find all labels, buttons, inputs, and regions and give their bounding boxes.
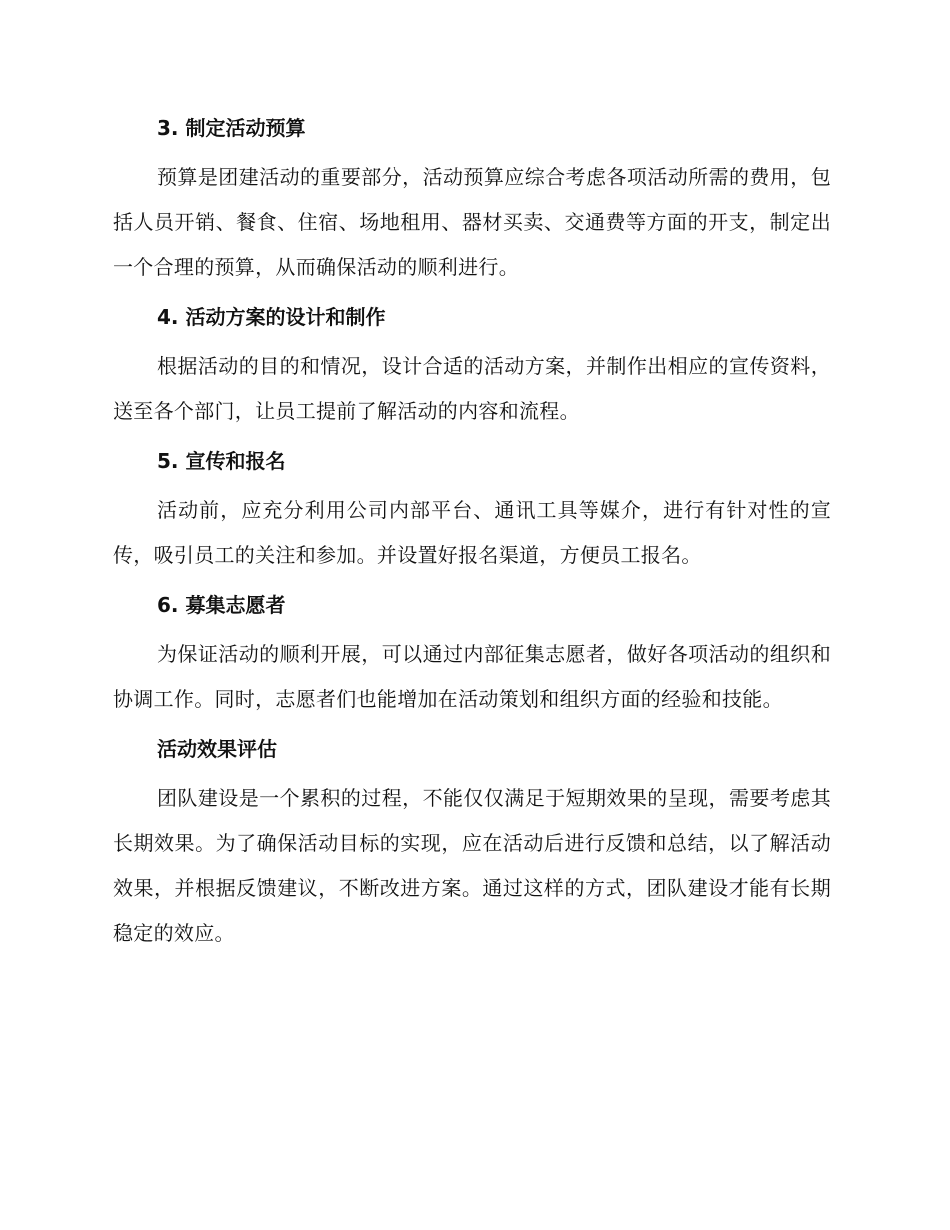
section-body-evaluation: 团队建设是一个累积的过程，不能仅仅满足于短期效果的呈现，需要考虑其长期效果。为了确保活动目标的实现，应在活动后进行反馈和总结，以了解活动效果，并根据反馈建议，不断改进方案。通过这样的方式，团队建设才能有长期稳定的效应。 (113, 786, 831, 945)
section-body-plan-design: 根据活动的目的和情况，设计合适的活动方案，并制作出相应的宣传资料，送至各个部门，让员工提前了解活动的内容和流程。 (113, 354, 831, 423)
section-heading-plan-design: 4. 活动方案的设计和制作 (157, 305, 386, 329)
section-heading-budget: 3. 制定活动预算 (157, 116, 306, 140)
section-body-volunteers: 为保证活动的顺利开展，可以通过内部征集志愿者，做好各项活动的组织和协调工作。同时，志愿者们也能增加在活动策划和组织方面的经验和技能。 (113, 642, 831, 711)
section-body-budget: 预算是团建活动的重要部分，活动预算应综合考虑各项活动所需的费用，包括人员开销、餐食、住宿、场地租用、器材买卖、交通费等方面的开支，制定出一个合理的预算，从而确保活动的顺利进行。 (113, 165, 831, 279)
section-heading-volunteers: 6. 募集志愿者 (157, 593, 286, 617)
section-body-promotion: 活动前，应充分利用公司内部平台、通讯工具等媒介，进行有针对性的宣传，吸引员工的关注和参加。并设置好报名渠道，方便员工报名。 (113, 498, 831, 567)
section-heading-evaluation: 活动效果评估 (157, 737, 277, 761)
section-heading-promotion: 5. 宣传和报名 (157, 449, 286, 473)
document-content (113, 108, 831, 963)
